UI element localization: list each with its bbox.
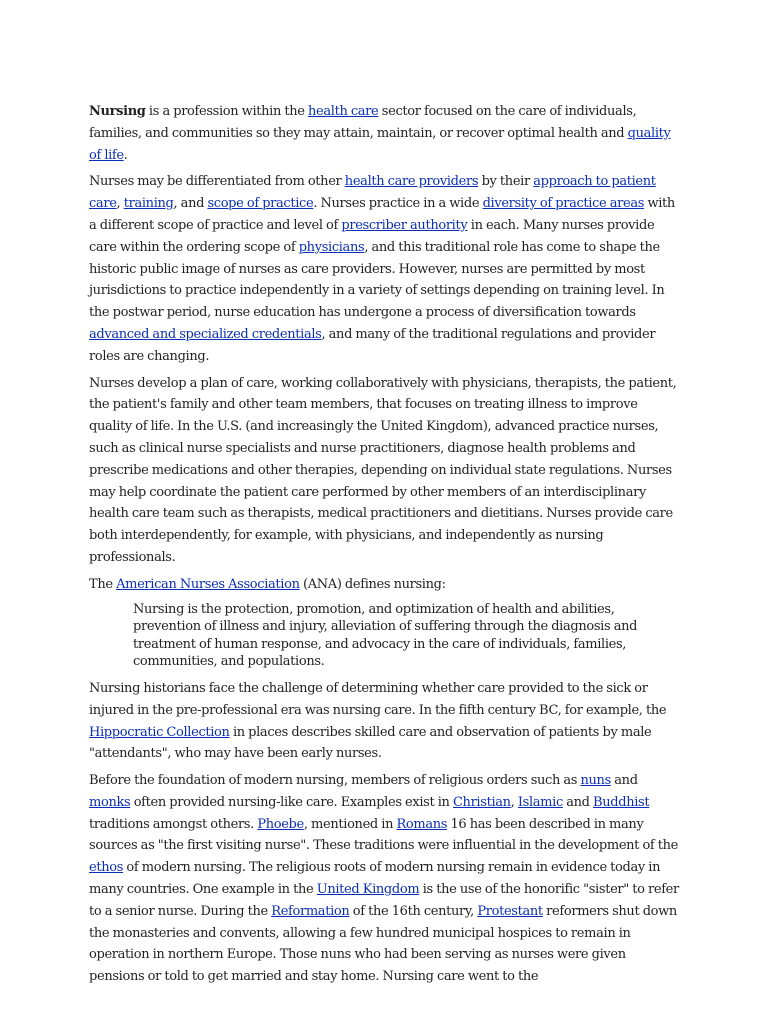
text: ,	[116, 196, 124, 212]
text: , mentioned in	[303, 816, 397, 832]
text: and	[610, 773, 638, 789]
link-islamic[interactable]: Islamic	[517, 794, 563, 810]
link-approach-to-patient-care[interactable]: approach to patient care	[89, 174, 656, 212]
text: sector focused on the care of individuals, families, and communities so they may attain, maintain, or recover optimal health and	[89, 104, 637, 141]
text: of modern nursing. The religious roots of modern nursing remain in evidence today in many countries. One example in the	[89, 860, 661, 898]
text: . Nurses practice in a wide	[313, 196, 483, 212]
link-physicians[interactable]: physicians	[298, 239, 365, 255]
link-christian[interactable]: Christian	[452, 794, 511, 810]
text: , and many of the traditional regulations and provider roles are changing.	[89, 326, 656, 364]
paragraph-intro	[89, 101, 681, 166]
link-buddhist[interactable]: Buddhist	[593, 794, 650, 810]
text: in places describes skilled care and observation of patients by male "attendants", who may have been early nurses.	[89, 724, 652, 762]
paragraph-ana	[89, 574, 681, 596]
text: Nurses may be differentiated from other	[89, 174, 345, 190]
text: Before the foundation of modern nursing, members of religious orders such as	[89, 773, 581, 789]
text: 16 has been described in many sources as "the first visiting nurse". These traditions were influential in the development of the	[89, 816, 679, 854]
text: traditions amongst others.	[89, 816, 258, 832]
paragraph-religious-orders	[89, 770, 681, 988]
paragraph-plan-of-care: Nurses develop a plan of care, working collaboratively with physicians, therapists, the patient, the patient's family and other team members, that focuses on treating illness to improve quality of life. In the U.S. (and increasingly the United Kingdom), advanced practice nurses, such as clinical nurse specialists and nurse practitioners, diagnose health problems and prescribe medications and other therapies, depending on individual state regulations. Nurses may help coordinate the patient care performed by other members of an interdisciplinary health care team such as therapists, medical practitioners and dietitians. Nurses provide care both interdependently, for example, with physicians, and independently as nursing professionals.	[89, 375, 677, 565]
ana-definition-quote: Nursing is the protection, promotion, and optimization of health and abilities, prevention of illness and injury, alleviation of suffering through the diagnosis and treatment of human response, and advocacy in the care of individuals, families, communities, and populations.	[133, 601, 638, 670]
text: The	[89, 576, 117, 592]
paragraph-differentiation	[89, 171, 681, 367]
link-scope-of-practice[interactable]: scope of practice	[207, 196, 314, 212]
link-advanced-specialized-credentials[interactable]: advanced and specialized credentials	[89, 326, 322, 342]
term-nursing: Nursing	[89, 104, 146, 119]
link-reformation[interactable]: Reformation	[271, 903, 350, 919]
text: , and this traditional role has come to shape the historic public image of nurses as care providers. However, nurses are permitted by most jurisdictions to practice independently in a variety of settings depending on training level. In the postwar period, nurse education has undergone a process of diversification towards	[89, 239, 665, 321]
link-hippocratic-collection[interactable]: Hippocratic Collection	[89, 724, 230, 740]
text: by their	[478, 174, 534, 190]
article-body	[89, 101, 681, 993]
text: and	[562, 794, 594, 810]
text: , and	[173, 196, 208, 212]
text: is the use of the honorific "sister" to refer to a senior nurse. During the	[89, 882, 679, 919]
link-nuns[interactable]: nuns	[580, 773, 611, 789]
text: .	[123, 147, 128, 163]
link-prescriber-authority[interactable]: prescriber authority	[341, 217, 468, 233]
link-quality-of-life[interactable]: quality of life	[89, 125, 671, 163]
link-american-nurses-association[interactable]: American Nurses Association	[116, 576, 300, 592]
link-protestant[interactable]: Protestant	[477, 903, 543, 919]
link-united-kingdom[interactable]: United Kingdom	[316, 882, 420, 898]
link-diversity-of-practice-areas[interactable]: diversity of practice areas	[482, 196, 645, 212]
link-ethos[interactable]: ethos	[89, 860, 124, 876]
text: is a profession within the	[145, 104, 308, 119]
text: ,	[510, 794, 518, 810]
text: with a different scope of practice and level of	[89, 196, 675, 233]
text: (ANA) defines nursing:	[299, 576, 446, 592]
text: reformers shut down the monasteries and convents, allowing a few hundred municipal hospices to remain in operation in northern Europe. Those nuns who had been serving as nurses were given pensions or told to get married and stay home. Nursing care went to the	[89, 903, 677, 985]
link-health-care[interactable]: health care	[308, 104, 379, 119]
link-training[interactable]: training	[123, 196, 174, 212]
link-phoebe[interactable]: Phoebe	[257, 816, 304, 832]
text: of the 16th century,	[349, 903, 478, 919]
text: Nursing historians face the challenge of determining whether care provided to the sick or injured in the pre-professional era was nursing care. In the fifth century BC, for example, the	[89, 680, 667, 718]
link-health-care-providers[interactable]: health care providers	[344, 174, 479, 190]
text: often provided nursing-like care. Examples exist in	[130, 794, 453, 810]
paragraph-historians	[89, 678, 681, 765]
link-monks[interactable]: monks	[89, 794, 131, 810]
text: in each. Many nurses provide care within the ordering scope of	[89, 217, 655, 255]
link-romans[interactable]: Romans	[396, 816, 448, 832]
